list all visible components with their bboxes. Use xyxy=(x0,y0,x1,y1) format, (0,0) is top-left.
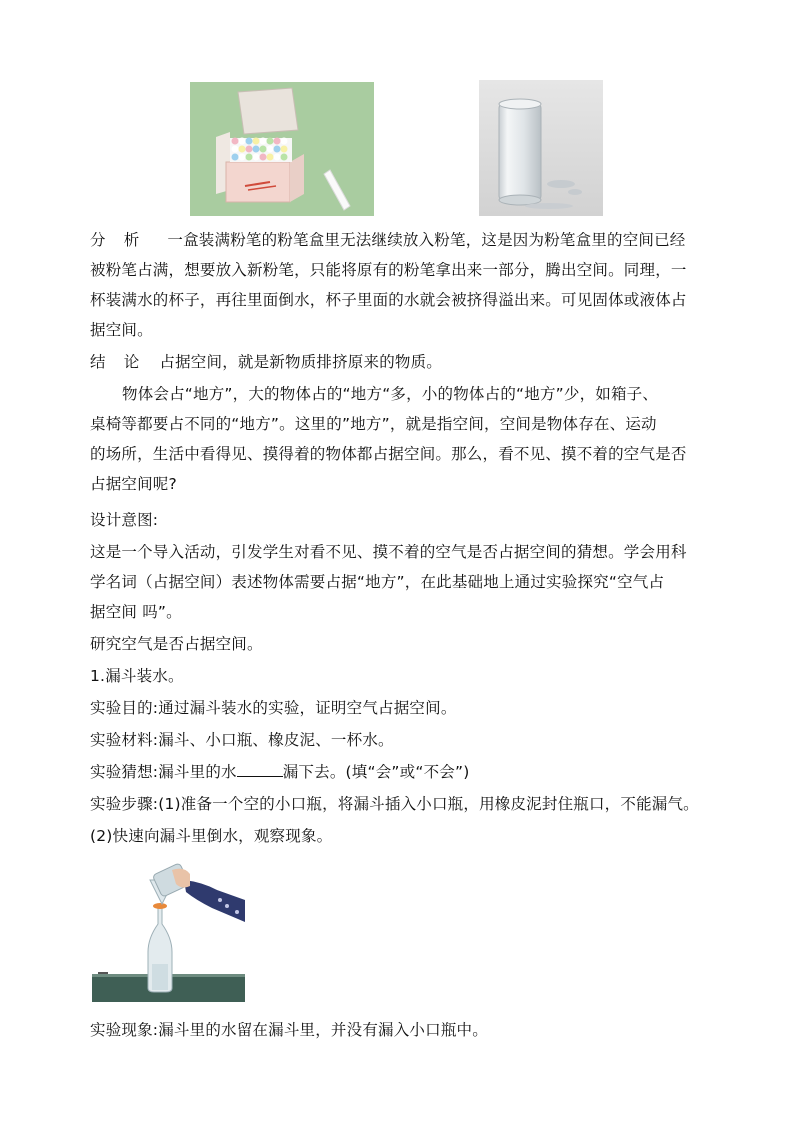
chalk-box-image xyxy=(190,82,374,216)
experiment-guess xyxy=(90,760,469,782)
analysis-label-1: 分 xyxy=(90,231,106,249)
design-line-3: 据空间 吗”。 xyxy=(90,603,182,621)
experiment-materials: 实验材料:漏斗、小口瓶、橡皮泥、一杯水。 xyxy=(90,731,394,749)
analysis-line-1 xyxy=(90,228,686,250)
analysis-line-2: 被粉笔占满，想要放入新粉笔，只能将原有的粉笔拿出来一部分，腾出空间。同理，一 xyxy=(90,261,687,279)
experiment-guess-suffix: 漏下去。(填“会”或“不会”) xyxy=(282,763,470,781)
study-heading: 研究空气是否占据空间。 xyxy=(90,635,263,653)
fill-in-blank[interactable] xyxy=(237,764,283,777)
experiment-guess-prefix: 实验猜想:漏斗里的水 xyxy=(90,763,237,781)
conclusion-label-1: 结 xyxy=(90,353,106,371)
water-glass-image xyxy=(479,80,603,216)
experiment-purpose: 实验目的:通过漏斗装水的实验，证明空气占据空间。 xyxy=(90,699,457,717)
conclusion-text: 占据空间，就是新物质排挤原来的物质。 xyxy=(159,353,443,371)
funnel-bottle-image xyxy=(92,860,245,1002)
conclusion-line xyxy=(90,350,442,372)
funnel-bottle-illustration xyxy=(92,860,245,1002)
water-glass-illustration xyxy=(479,80,603,216)
paragraph-line-3: 的场所，生活中看得见、摸得着的物体都占据空间。那么，看不见、摸不着的空气是否 xyxy=(90,445,687,463)
design-heading: 设计意图: xyxy=(90,511,159,529)
paragraph-line-2: 桌椅等都要占不同的“地方”。这里的”地方”，就是指空间，空间是物体存在、运动 xyxy=(90,415,657,433)
paragraph-line-4: 占据空间呢? xyxy=(90,475,177,493)
chalk-box-illustration xyxy=(190,82,374,216)
analysis-text-1: 一盒装满粉笔的粉笔盒里无法继续放入粉笔，这是因为粉笔盒里的空间已经 xyxy=(167,231,686,249)
analysis-line-3: 杯装满水的杯子，再往里面倒水，杯子里面的水就会被挤得溢出来。可见固体或液体占 xyxy=(90,291,687,309)
analysis-line-4: 据空间。 xyxy=(90,321,153,339)
paragraph-line-1: 物体会占“地方”，大的物体占的“地方“多，小的物体占的“地方”少，如箱子、 xyxy=(122,385,659,403)
design-line-2: 学名词（占据空间）表述物体需要占据“地方”，在此基础地上通过实验探究“空气占 xyxy=(90,573,665,591)
item-1-heading: 1.漏斗装水。 xyxy=(90,667,184,685)
experiment-phenomenon: 实验现象:漏斗里的水留在漏斗里，并没有漏入小口瓶中。 xyxy=(90,1021,488,1039)
analysis-label-2: 析 xyxy=(123,231,140,249)
experiment-steps-2: (2)快速向漏斗里倒水，观察现象。 xyxy=(90,827,333,845)
design-line-1: 这是一个导入活动，引发学生对看不见、摸不着的空气是否占据空间的猜想。学会用科 xyxy=(90,543,687,561)
conclusion-label-2: 论 xyxy=(123,353,140,371)
experiment-steps-1: 实验步骤:(1)准备一个空的小口瓶，将漏斗插入小口瓶，用橡皮泥封住瓶口，不能漏气。 xyxy=(90,795,699,813)
